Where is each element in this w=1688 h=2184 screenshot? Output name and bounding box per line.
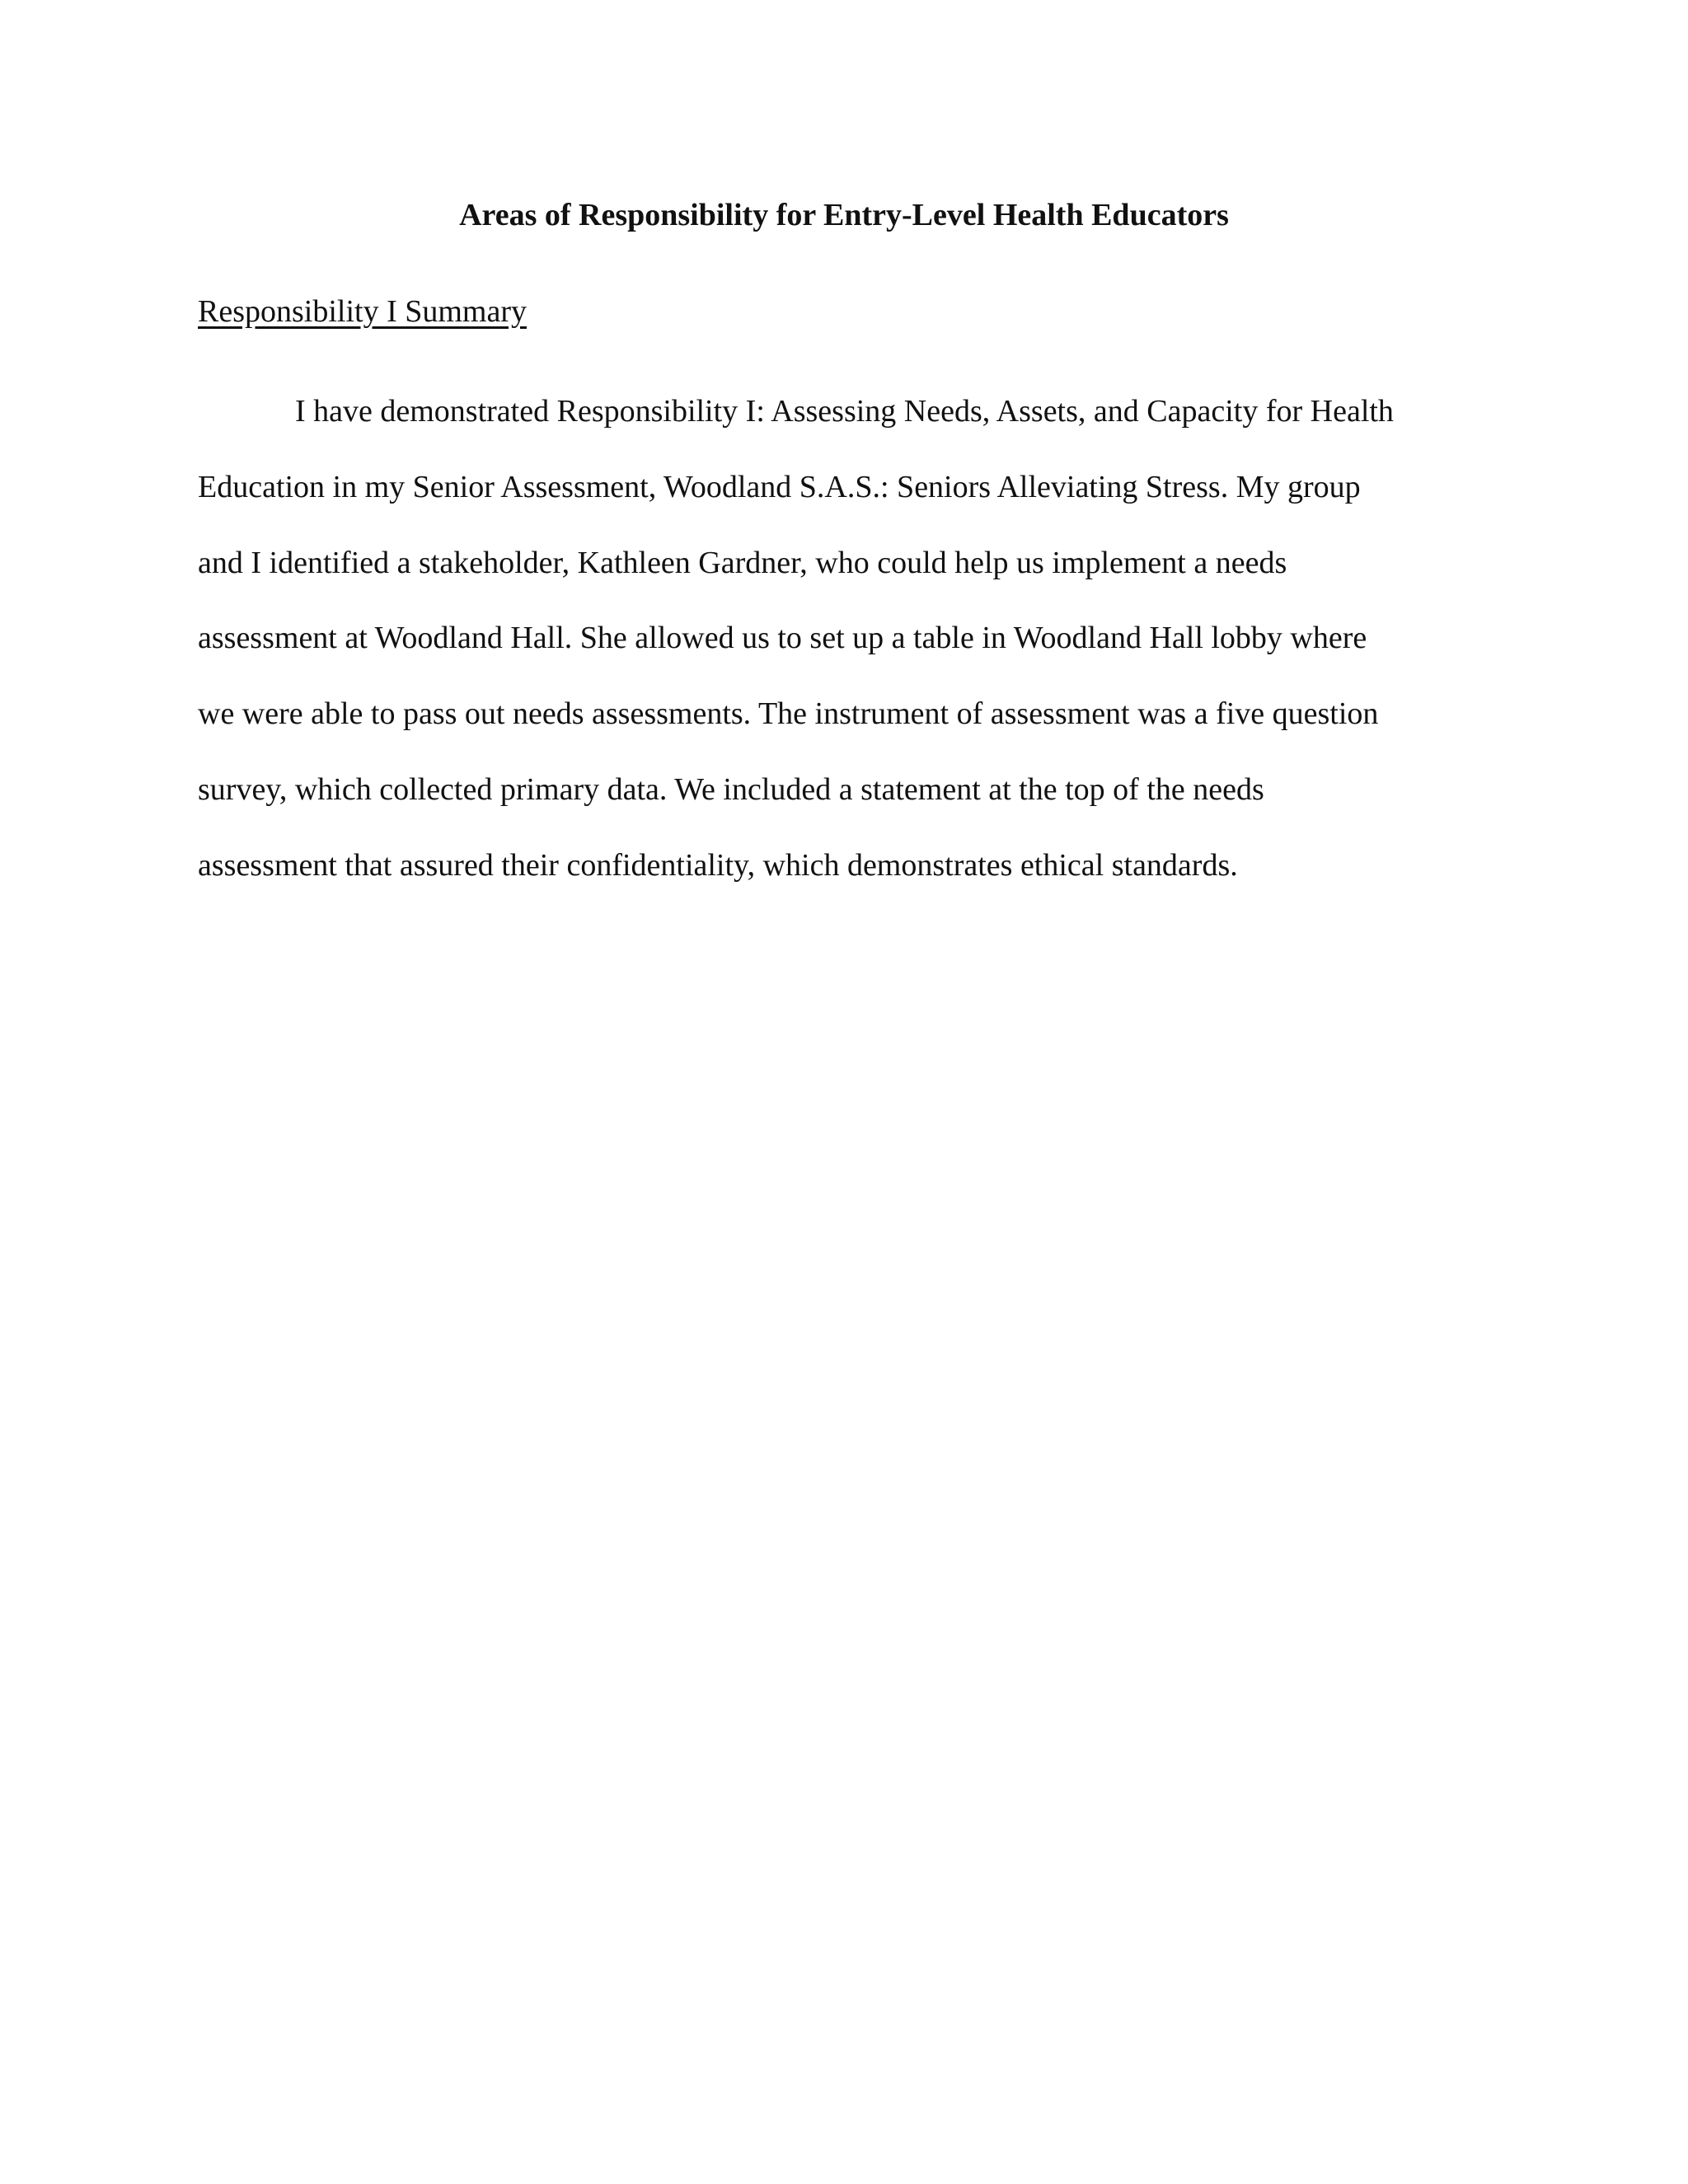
paragraph-line: Education in my Senior Assessment, Woodland S.A.S.: Seniors Alleviating Stress. My group bbox=[198, 470, 1361, 504]
paragraph-line: we were able to pass out needs assessments. The instrument of assessment was a five question bbox=[198, 696, 1379, 731]
paragraph-line: survey, which collected primary data. We included a statement at the top of the needs bbox=[198, 772, 1264, 807]
section-heading: Responsibility I Summary bbox=[198, 294, 527, 329]
paragraph-line: assessment that assured their confidentiality, which demonstrates ethical standards. bbox=[198, 848, 1238, 883]
document-title: Areas of Responsibility for Entry-Level Health Educators bbox=[459, 198, 1229, 232]
paragraph-line: I have demonstrated Responsibility I: Assessing Needs, Assets, and Capacity for Health bbox=[295, 394, 1394, 429]
paragraph-line: assessment at Woodland Hall. She allowed us to set up a table in Woodland Hall lobby where bbox=[198, 621, 1367, 655]
paragraph-line: and I identified a stakeholder, Kathleen Gardner, who could help us implement a needs bbox=[198, 546, 1287, 580]
